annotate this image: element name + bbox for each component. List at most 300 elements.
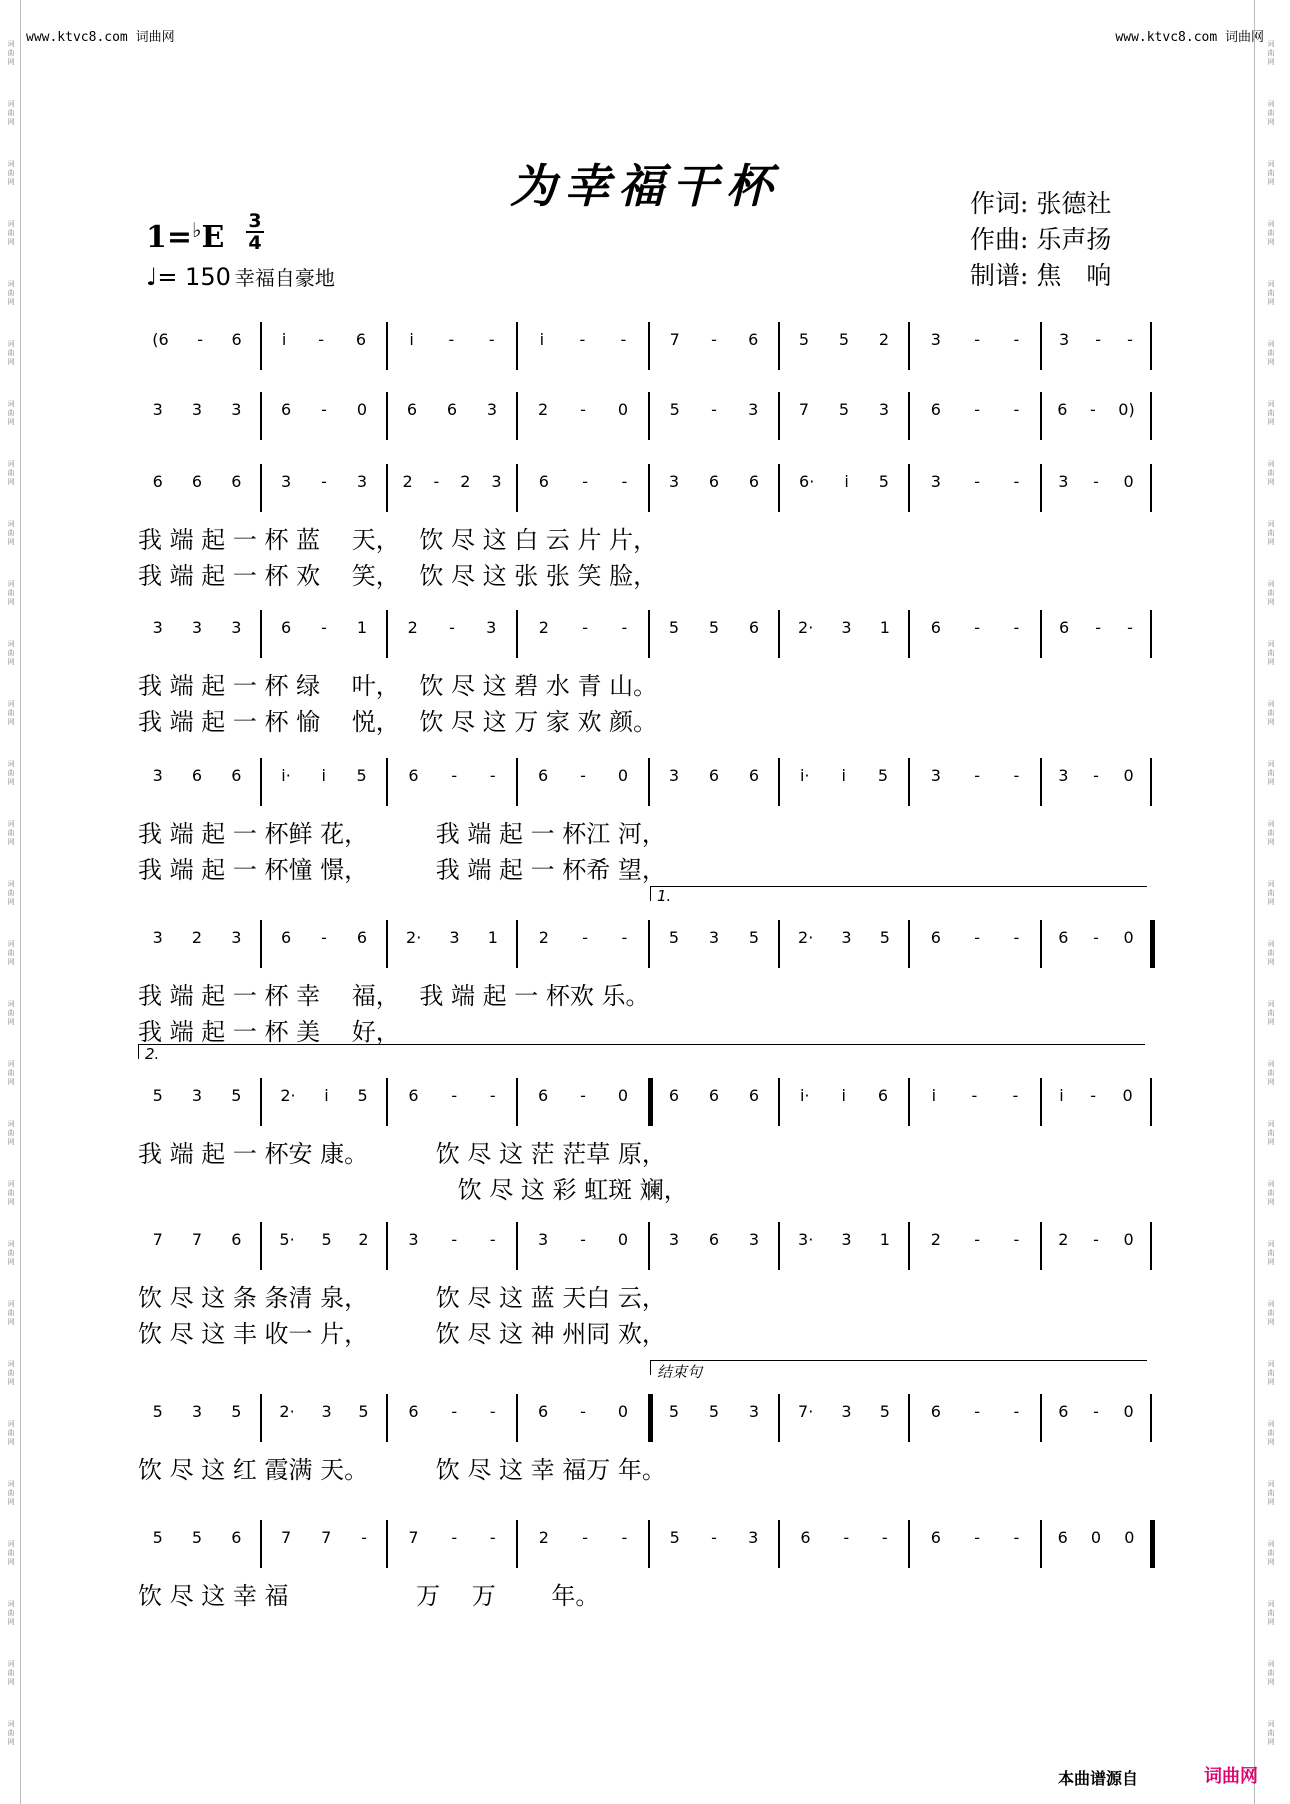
note: 3 [231,618,242,637]
watermark-text: 词 曲 网 [7,1360,15,1386]
measure [1046,1230,1146,1249]
measure [1046,766,1146,785]
footer-source: 本曲谱源自 [1058,1769,1139,1788]
credits [970,186,1111,294]
note: 3 [930,330,941,349]
note: 6 [748,766,760,785]
measure [138,1528,256,1547]
barline [260,610,262,658]
measure [784,1528,904,1547]
note: - [621,928,628,947]
note: - [1093,1230,1099,1249]
measure [522,1528,644,1547]
note: 5 [357,1086,368,1105]
key-note: E [201,220,225,255]
note: - [620,330,627,349]
barline [386,610,388,658]
note: 5 [878,472,889,491]
watermark-text: 词 曲 网 [7,1060,15,1086]
note: 3 [321,1402,332,1421]
watermark-text: 词 曲 网 [7,700,15,726]
note: 0 [1123,766,1134,785]
note: 6 [537,766,549,785]
double-barline [1150,920,1155,968]
measure [392,1230,512,1249]
barline [648,464,650,512]
note: 3 [191,1086,203,1105]
barline [648,758,650,806]
watermark-text: 词 曲 网 [7,1000,15,1026]
barline [648,610,650,658]
note: - [974,330,981,349]
note: - [1127,618,1133,637]
note: 3 [486,400,498,419]
note: 5 [152,1402,163,1421]
note: 3 [748,1402,760,1421]
note: 2 [538,618,549,637]
watermark-text: 词 曲 网 [7,100,15,126]
note: - [1095,330,1102,349]
note: 5 [668,618,680,637]
watermark-text: 词 曲 网 [1267,1480,1275,1506]
lyric-line: 我 端 起 一 杯 欢 笑， 饮 尽 这 张 张 笑 脸， [138,562,658,590]
note: 5 [358,1402,369,1421]
note: 6 [1057,400,1068,419]
barline [648,1520,650,1568]
note: 3 [231,928,242,947]
barline [386,392,388,440]
note: 6 [280,928,292,947]
watermark-text: 词 曲 网 [1267,820,1275,846]
volta-bracket: 结束句 [650,1360,1147,1375]
note: 3 [152,400,163,419]
note: - [1013,1528,1020,1547]
barline [1040,1222,1042,1270]
measure [1046,1528,1146,1547]
barline [260,322,262,370]
note: 2· [798,618,814,637]
watermark-text: 词 曲 网 [1267,280,1275,306]
note: 6 [152,472,163,491]
watermark-text: 词 曲 网 [1267,1240,1275,1266]
barline [778,920,780,968]
note: 3 [191,400,203,419]
measure [522,400,644,419]
note: 5 [321,1230,332,1249]
note: 1 [879,1230,890,1249]
note: 3 [191,1402,203,1421]
note: 3 [449,928,460,947]
barline [260,758,262,806]
note: 0 [617,766,628,785]
lyric-line: 饮 尽 这 彩 虹斑 斓， [138,1176,688,1204]
note: - [1013,400,1020,419]
watermark-text: 词 曲 网 [7,460,15,486]
measure [914,1528,1036,1547]
note: 0 [1123,472,1134,491]
note: 3 [668,472,680,491]
note: 6 [231,1528,242,1547]
barline [386,464,388,512]
lyric-line: 我 端 起 一 杯 愉 悦， 饮 尽 这 万 家 欢 颜。 [138,708,658,736]
double-barline [648,1078,653,1126]
watermark-text: 词 曲 网 [1267,880,1275,906]
barline [516,1222,518,1270]
measure [654,1086,774,1105]
barline [1040,610,1042,658]
note: 5 [191,1528,203,1547]
note: 6 [537,1086,549,1105]
watermark-text: 词 曲 网 [7,1420,15,1446]
note: - [451,1528,458,1547]
barline [648,392,650,440]
barline [648,322,650,370]
note: 6 [355,330,367,349]
note: 6 [231,472,242,491]
watermark-text: 词 曲 网 [7,220,15,246]
watermark-text: 词 曲 网 [1267,580,1275,606]
note: 5 [231,1086,242,1105]
note: 3 [152,618,163,637]
note: - [321,472,327,491]
note: 0 [617,1086,628,1105]
measure [522,472,644,491]
site-header-right[interactable]: www.ktvc8.com 词曲网 [1115,30,1264,45]
note: - [451,1230,458,1249]
note: - [321,618,327,637]
note: 5 [668,928,680,947]
note: - [582,928,589,947]
measure [784,1230,904,1249]
watermark-text: 词 曲 网 [1267,40,1275,66]
note: 5 [879,1402,890,1421]
measure [138,472,256,491]
note: 7 [408,1528,419,1547]
note: 6 [708,472,720,491]
note: 3 [708,928,720,947]
note: 3 [930,472,941,491]
measure [914,1402,1036,1421]
note: 3 [1059,330,1070,349]
barline [1040,322,1042,370]
measure [392,928,512,947]
note: - [1013,1230,1020,1249]
measure [914,618,1036,637]
note: 6 [231,766,242,785]
note: 2 [460,472,471,491]
measure [266,766,382,785]
note: - [974,1230,981,1249]
measure [266,1402,382,1421]
barline [260,464,262,512]
note: - [1093,928,1099,947]
measure [914,330,1036,349]
lyric-line: 饮 尽 这 丰 收一 片， 饮 尽 这 神 州同 欢， [138,1320,666,1348]
lyric-line: 饮 尽 这 红 霞满 天。 饮 尽 这 幸 福万 年。 [138,1456,666,1484]
watermark-text: 词 曲 网 [1267,160,1275,186]
composer-credit: 作曲: 乐声扬 [970,225,1112,254]
note: - [974,928,981,947]
note: 2 [407,618,418,637]
note: 6 [930,400,941,419]
measure [392,400,512,419]
note: 5 [152,1086,163,1105]
note: 6 [748,472,760,491]
watermark-text: 词 曲 网 [1267,520,1275,546]
measure [266,1086,382,1105]
note: 0 [1122,1086,1133,1105]
measure [138,766,256,785]
watermark-text: 词 曲 网 [1267,400,1275,426]
note: 0 [617,400,628,419]
measure [392,1402,512,1421]
barline [1040,920,1042,968]
note: - [449,618,455,637]
note: 6 [356,928,367,947]
note: - [881,1528,888,1547]
note: - [621,472,628,491]
barline [386,1394,388,1442]
barline [778,392,780,440]
watermark-text: 词 曲 网 [7,40,15,66]
watermark-text: 词 曲 网 [1267,1600,1275,1626]
watermark-text: 词 曲 网 [1267,1120,1275,1146]
note: 5 [708,1402,720,1421]
note: i [931,1086,937,1105]
note: 7 [280,1528,292,1547]
barline [778,758,780,806]
barline [516,758,518,806]
note: 6 [877,1086,889,1105]
note: 3 [356,472,367,491]
note: 2· [406,928,422,947]
note: - [621,1528,628,1547]
note: 6 [408,766,419,785]
note: (6 [152,330,169,349]
volta-bracket: 2. [138,1044,1145,1059]
barline [260,1078,262,1126]
note: 1 [487,928,498,947]
measure [914,472,1036,491]
note: i [281,330,287,349]
watermark-text: 词 曲 网 [7,1600,15,1626]
measure [522,1230,644,1249]
note: 0 [1124,1528,1135,1547]
watermark-text: 词 曲 网 [1267,640,1275,666]
note: - [1093,766,1099,785]
watermark-text: 词 曲 网 [7,580,15,606]
measure [1046,1402,1146,1421]
barline [1040,1394,1042,1442]
arranger-credit: 制谱: 焦 响 [970,261,1112,290]
measure [266,928,382,947]
barline [1040,1520,1042,1568]
measure [914,1230,1036,1249]
barline [1150,1078,1152,1126]
note: 0 [1123,928,1134,947]
barline [1150,1222,1152,1270]
watermark-text: 词 曲 网 [7,340,15,366]
tempo-marking [146,262,335,291]
watermark-text: 词 曲 网 [7,940,15,966]
measure [914,928,1036,947]
watermark-text: 词 曲 网 [1267,1060,1275,1086]
note: 2 [537,400,549,419]
watermark-text: 词 曲 网 [7,520,15,546]
key-signature [146,218,224,255]
note: 3 [748,1528,759,1547]
note: - [582,618,589,637]
note: 3 [408,1230,419,1249]
watermark-text: 词 曲 网 [7,1240,15,1266]
watermark-text: 词 曲 网 [7,1480,15,1506]
watermark-text: 词 曲 网 [1267,1720,1275,1746]
barline [908,758,910,806]
note: - [1013,330,1020,349]
expression-text: 幸福自豪地 [234,266,335,290]
note: 6 [748,330,759,349]
watermark-text: 词 曲 网 [1267,1300,1275,1326]
key-prefix: 1= [146,220,193,255]
measure [138,618,256,637]
note: 6 [1058,1402,1069,1421]
note: 0 [617,1402,628,1421]
watermark-text: 词 曲 网 [1267,220,1275,246]
note: - [711,330,717,349]
measure [266,330,382,349]
measure [392,472,512,491]
note: 2 [191,928,203,947]
note: - [321,400,327,419]
measure [138,928,256,947]
note: i [1059,1086,1064,1105]
note: 6 [446,400,458,419]
note: - [974,400,981,419]
note: - [489,1086,496,1105]
footer-brand[interactable]: 词曲网 [1204,1766,1258,1787]
note: - [1127,330,1133,349]
note: - [1093,472,1099,491]
note: 6 [930,618,941,637]
note: 7 [669,330,680,349]
watermark-text: 词 曲 网 [7,1540,15,1566]
note: - [1013,766,1020,785]
note: i [324,1086,329,1105]
measure [1046,928,1146,947]
note: 3 [748,1230,760,1249]
measure [654,618,774,637]
barline [516,1078,518,1126]
lyric-line: 我 端 起 一 杯 美 好， [138,1018,400,1046]
note: 6 [537,1402,549,1421]
note: i [321,766,326,785]
measure [522,766,644,785]
note: 6 [668,1086,680,1105]
note: 3 [231,400,242,419]
note: - [451,1402,458,1421]
note: 6 [930,1528,941,1547]
note: 5 [748,928,760,947]
note: - [433,472,440,491]
note: 6 [408,1402,419,1421]
measure [266,1528,382,1547]
measure [914,1086,1036,1105]
note: 3 [1058,766,1069,785]
note: - [489,766,496,785]
note: - [843,1528,850,1547]
note: - [1089,400,1096,419]
note: - [974,618,981,637]
note: 3 [491,472,502,491]
measure [784,766,904,785]
note: i· [799,766,810,785]
note: - [579,330,586,349]
note: - [580,1086,586,1105]
measure [138,1230,256,1249]
barline [908,610,910,658]
watermark-text: 词 曲 网 [1267,1420,1275,1446]
note: - [1090,1086,1096,1105]
note: i [841,766,846,785]
measure [914,766,1036,785]
watermark-text: 词 曲 网 [7,880,15,906]
note: 3 [668,1230,680,1249]
measure [138,1086,256,1105]
note: 5· [279,1230,295,1249]
watermark-text: 词 曲 网 [7,1120,15,1146]
note: - [582,1528,589,1547]
barline [778,610,780,658]
note: 0) [1118,400,1135,419]
note: - [1013,928,1020,947]
note: 3 [878,400,890,419]
watermark-text: 词 曲 网 [1267,1360,1275,1386]
note: i· [799,1086,810,1105]
note: - [974,472,981,491]
lyricist-credit: 作词: 张德社 [970,189,1112,218]
barline [386,758,388,806]
note: 5 [669,400,680,419]
note: 6 [191,766,203,785]
lyric-line: 饮 尽 这 条 条清 泉， 饮 尽 这 蓝 天白 云， [138,1284,666,1312]
barline [260,920,262,968]
note: 3 [841,928,852,947]
note: - [321,928,327,947]
barline [386,1520,388,1568]
watermark-text: 词 曲 网 [7,400,15,426]
note: 6 [191,472,203,491]
lyric-line: 饮 尽 这 幸 福 万 万 年。 [138,1582,600,1610]
site-header-left[interactable]: www.ktvc8.com 词曲网 [26,30,175,45]
note: 3 [486,618,497,637]
note: 7 [321,1528,332,1547]
note: 6· [799,472,815,491]
barline [1150,1394,1152,1442]
measure [1046,472,1146,491]
note: 6 [708,1230,720,1249]
measure [266,618,382,637]
note: 5 [668,1402,680,1421]
barline [1040,464,1042,512]
note: 2· [280,1086,296,1105]
barline [648,1222,650,1270]
note: 6 [231,330,242,349]
lyric-line: 我 端 起 一 杯鲜 花， 我 端 起 一 杯江 河， [138,820,666,848]
note: 6 [408,1086,419,1105]
note: 6 [1058,928,1069,947]
note: 3 [1058,472,1069,491]
measure [522,1402,644,1421]
